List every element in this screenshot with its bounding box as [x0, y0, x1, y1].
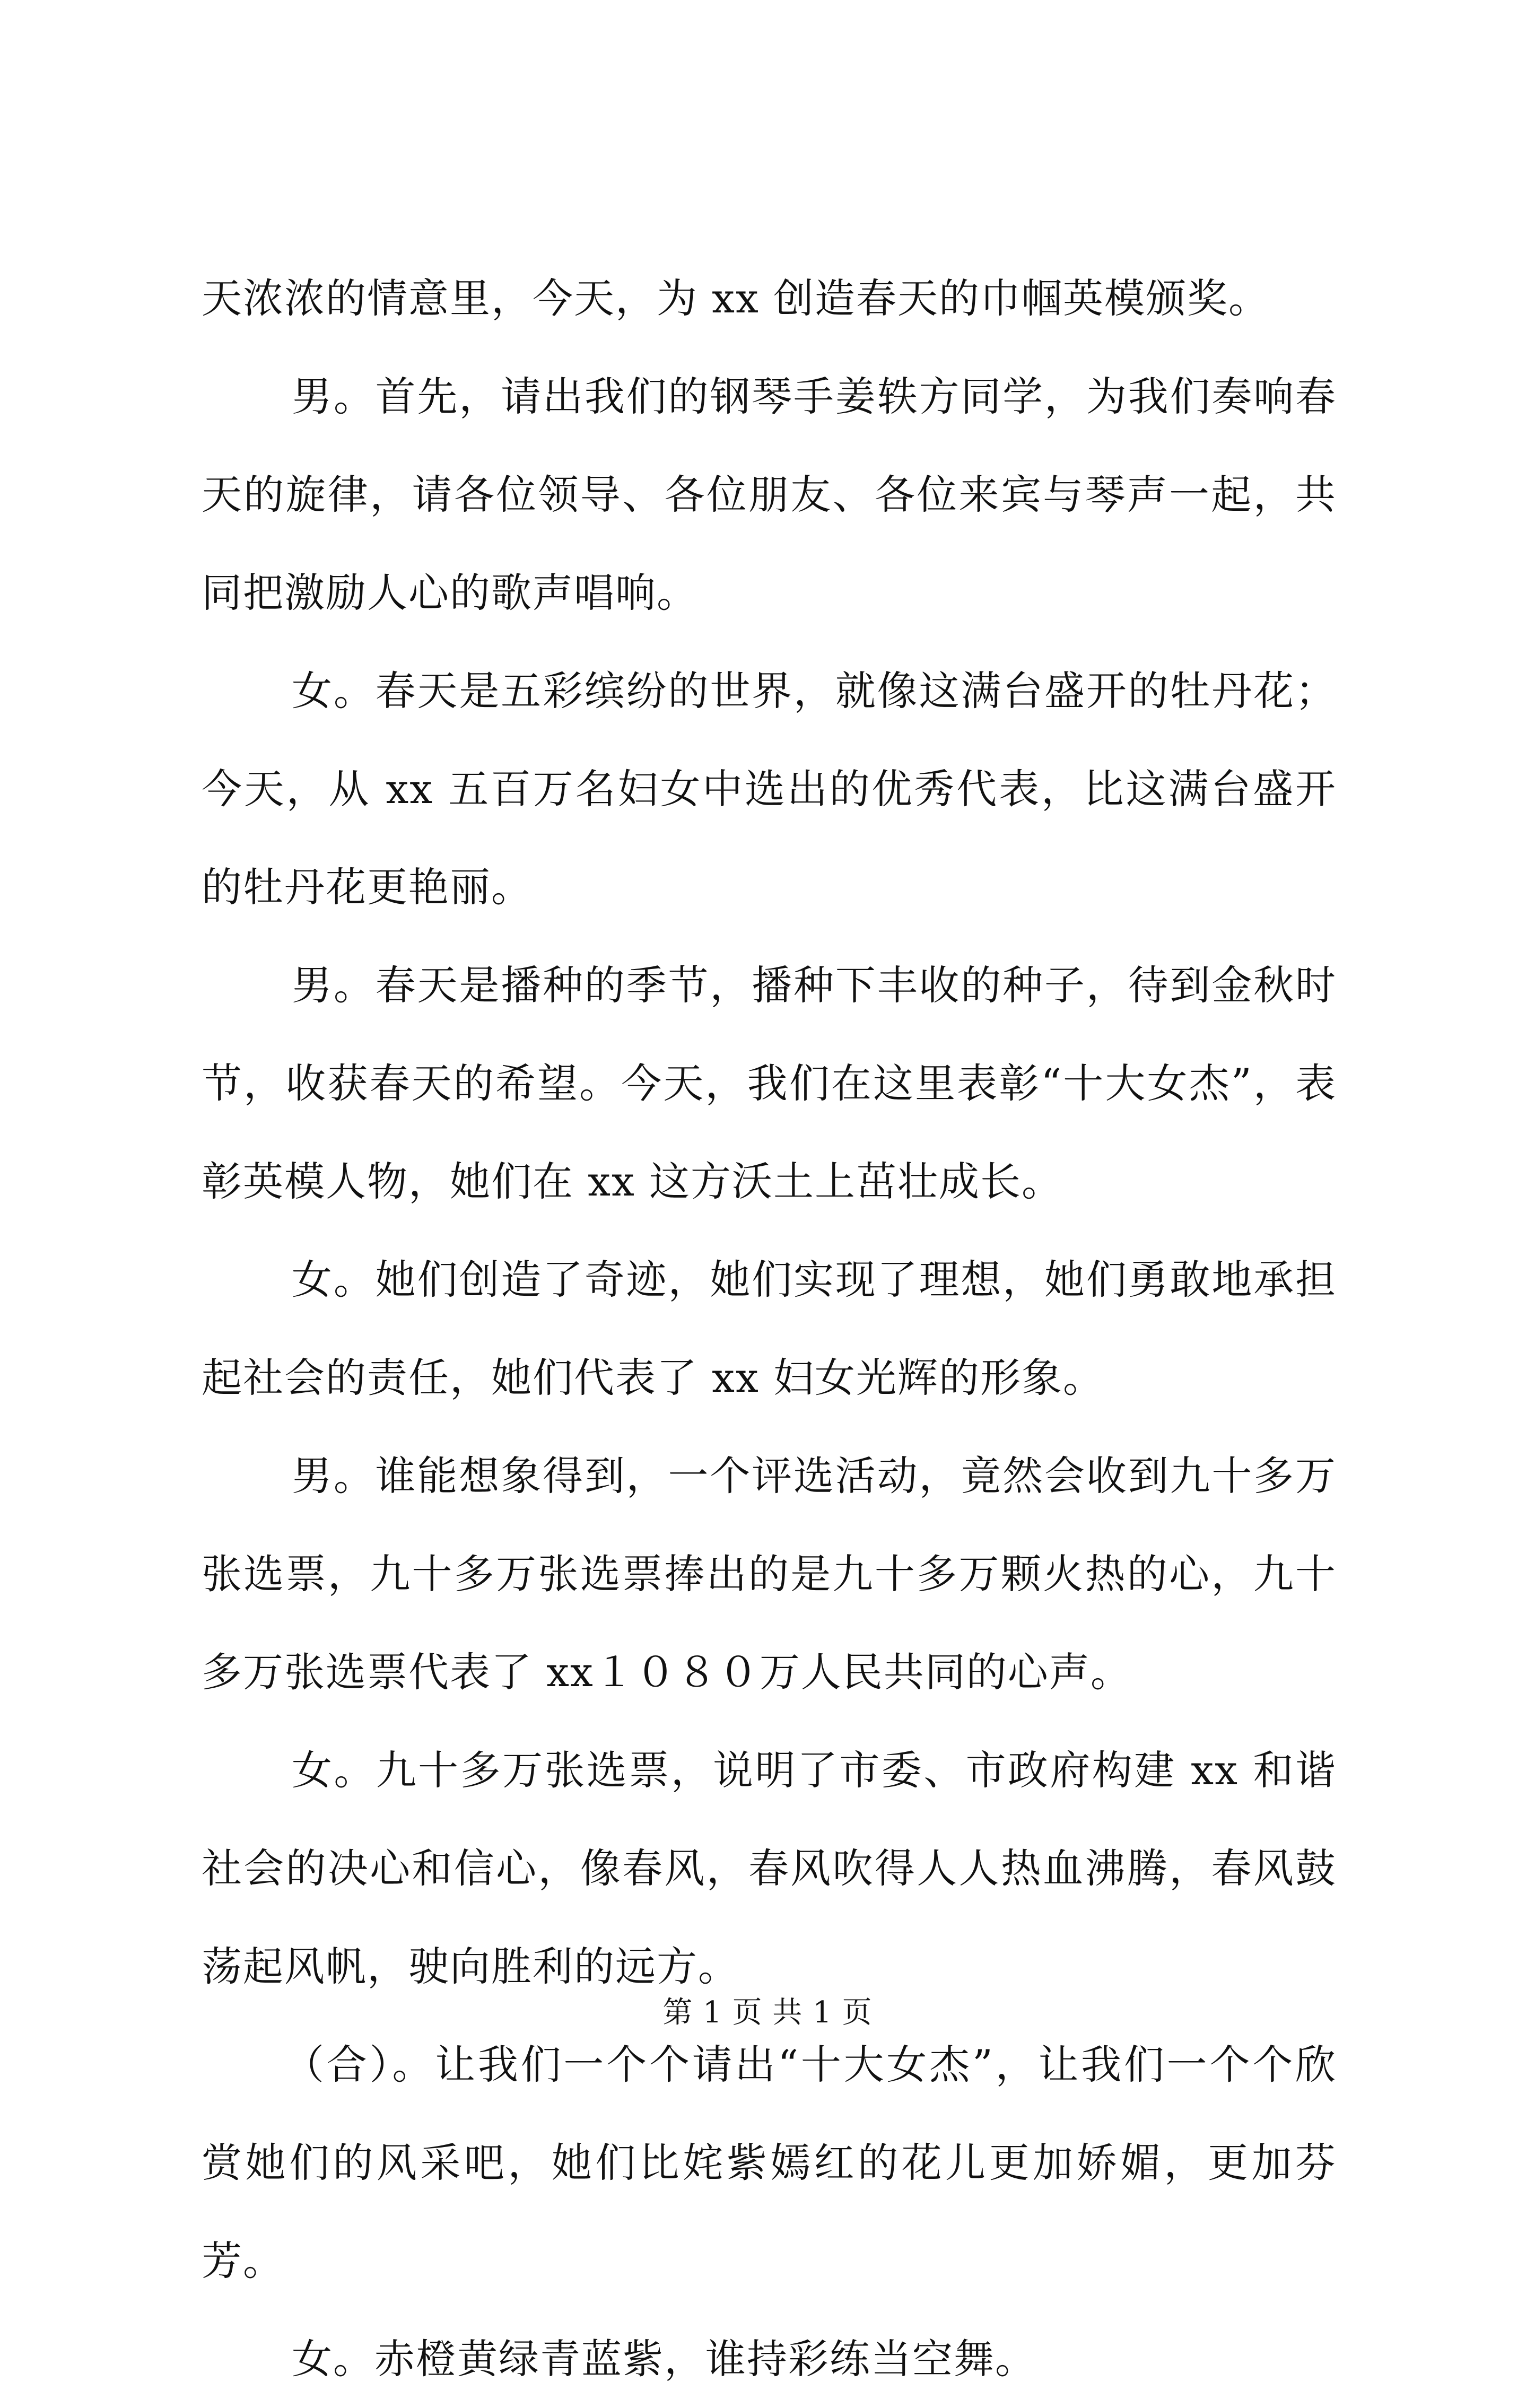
paragraph-female-2: 女。她们创造了奇迹，她们实现了理想，她们勇敢地承担起社会的责任，她们代表了 xx 妇女光辉的形象。 — [202, 1256, 1337, 1401]
paragraph-female-4: 女。赤橙黄绿青蓝紫，谁持彩练当空舞。 — [292, 2335, 1036, 2383]
document-body — [202, 249, 1337, 2408]
paragraph-female-3: 女。九十多万张选票，说明了市委、市政府构建 xx 和谐社会的决心和信心，像春风，春风吹得人人热血沸腾，春风鼓荡起风帆，驶向胜利的远方。 — [202, 1747, 1337, 1990]
page-number-footer: 第 1 页 共 1 页 — [662, 1995, 873, 2030]
paragraph-female-1: 女。春天是五彩缤纷的世界，就像这满台盛开的牡丹花；今天，从 xx 五百万名妇女中选出的优秀代表，比这满台盛开的牡丹花更艳丽。 — [202, 667, 1337, 911]
paragraph-together: （合）。让我们一个个请出“十大女杰”，让我们一个个欣赏她们的风采吧，她们比姹紫嫣红的花儿更加娇媚，更加芬芳。 — [202, 2041, 1337, 2284]
paragraph-male-2: 男。春天是播种的季节，播种下丰收的种子，待到金秋时节，收获春天的希望。今天，我们在这里表彰“十大女杰”，表彰英模人物，她们在 xx 这方沃土上茁壮成长。 — [202, 962, 1337, 1205]
paragraph-male-3: 男。谁能想象得到，一个评选活动，竟然会收到九十多万张选票，九十多万张选票捧出的是九十多万颗火热的心，九十多万张选票代表了 xx１０８０万人民共同的心声。 — [202, 1452, 1337, 1696]
paragraph-continuation: 天浓浓的情意里，今天，为 xx 创造春天的巾帼英模颁奖。 — [202, 275, 1270, 322]
paragraph-male-1: 男。首先，请出我们的钢琴手姜轶方同学，为我们奏响春天的旋律，请各位领导、各位朋友、各位来宾与琴声一起，共同把激励人心的歌声唱响。 — [202, 373, 1337, 616]
